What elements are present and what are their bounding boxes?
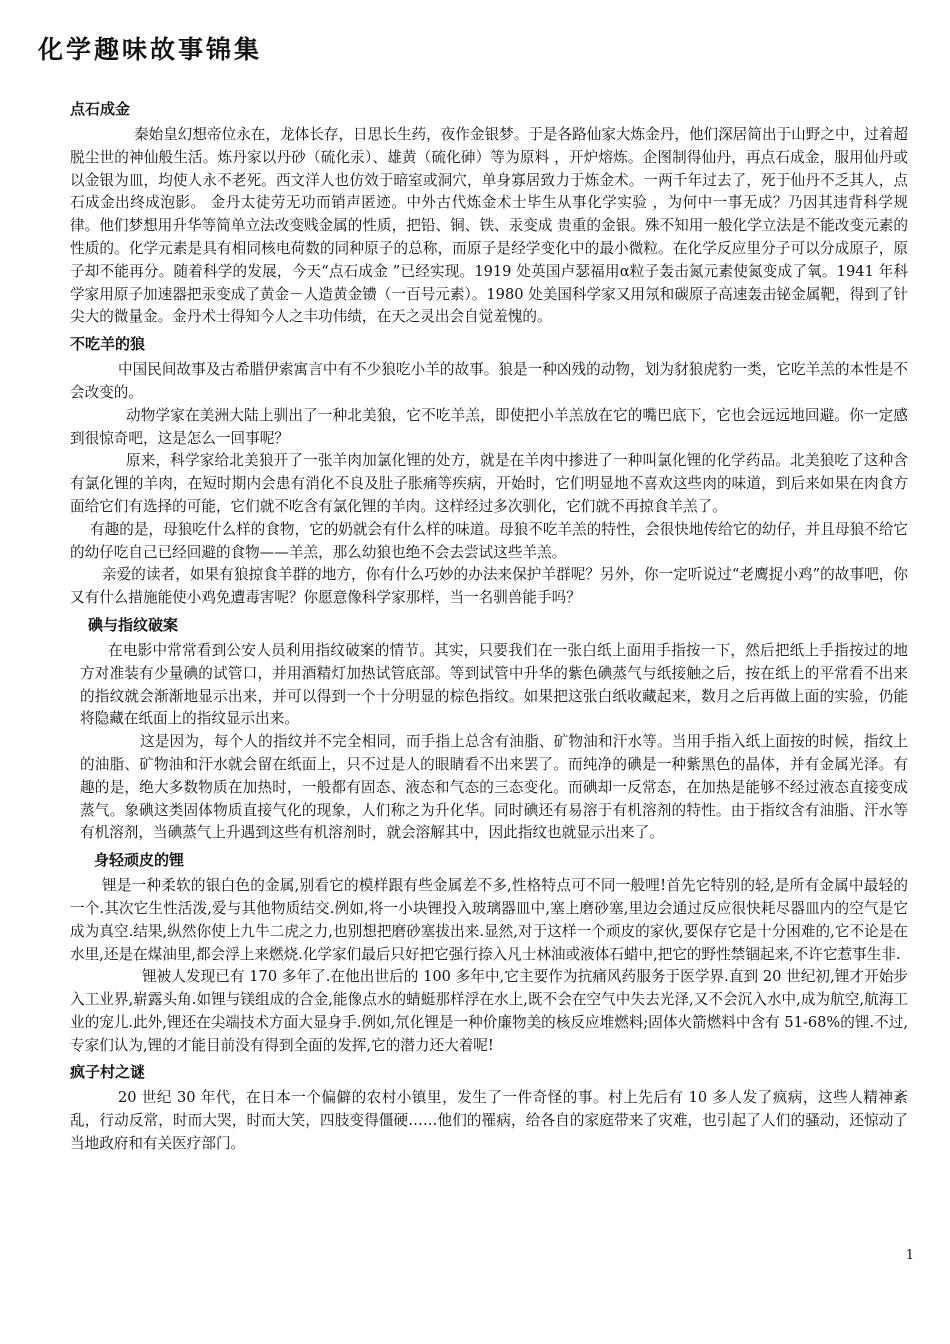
section-title: 点石成金 (70, 100, 131, 118)
paragraph: 亲爱的读者，如果有狼掠食羊群的地方，你有什么巧妙的办法来保护羊群呢？另外，你一定听说过“老鹰捉小鸡”的故事吧，你又有什么措施能使小鸡免遭毒害呢？你愿意像科学家那样，当一名驯兽能手吗？ (70, 566, 908, 607)
paragraph: 20 世纪 30 年代，在日本一个偏僻的农村小镇里，发生了一件奇怪的事。村上先后有 10 多人发了疯病，这些人精神紊乱，行动反常，时而大哭，时而大笑，四肢变得僵硬……他们的罹病，给各自的家庭带来了灾难，也引起了人们的骚动，还惊动了当地政府和有关医疗部门。 (70, 1089, 908, 1153)
section-stone-to-gold (70, 98, 908, 329)
paragraph: 中国民间故事及古希腊伊索寓言中有不少狼吃小羊的故事。狼是一种凶残的动物，划为豺狼虎豹一类，它吃羊羔的本性是不会改变的。 (70, 361, 908, 401)
paragraph: 在电影中常常看到公安人员利用指纹破案的情节。其实，只要我们在一张白纸上面用手指按一下，然后把纸上手指按过的地方对准装有少量碘的试管口，并用酒精灯加热试管底部。等到试管中升华的紫色碘蒸气与纸接触之后，按在纸上的平常看不出来的指纹就会渐渐地显示出来，并可以得到一个十分明显的棕色指纹。如果把这张白纸收藏起来，数月之后再做上面的实验，仍能将隐藏在纸面上的指纹显示出来。 (80, 641, 908, 728)
paragraph: 秦始皇幻想帝位永在，龙体长存，日思长生药，夜作金银梦。于是各路仙家大炼金丹，他们深居简出于山野之中，过着超脱尘世的神仙般生活。炼丹家以丹砂（硫化汞）、雄黄（硫化砷）等为原料 ，开炉熔炼。企图制得仙丹，再点石成金，服用仙丹或以金银为皿，均使人永不老死。西文洋人也仿效于暗室或洞穴，单身寡居致力于炼金术。一两千年过去了，死于仙丹不乏其人，点石成金出终成泡影。 金丹太徒劳无功而销声匿迹。中外古代炼金术士毕生从事化学实验 ，为何中一事无成？乃因其违背科学规律。他们梦想用升华等简单立法改变贱金属的性质，把铅、铜、铁、汞变成 贵重的金银。殊不知用一般化学立法是不能改变元素的性质的。化学元素是具有相同核电荷数的同种原子的总称，而原子是经学变化中的最小微粒。在化学反应里分子可以分成原子，原子却不能再分。随着科学的发展，今天“点石成金 ”已经实现。1919 处英国卢瑟福用α粒子轰击氮元素使氮变成了氧。1941 年科学家用原子加速器把汞变成了黄金－人造黄金镄（一百号元素）。1980 处美国科学家又用氖和碳原子高速轰击铋金属靶，得到了针尖大的微量金。金丹术士得知今人之丰功伟绩，在天之灵出会自觉羞愧的。 (70, 126, 908, 326)
section-iodine-fingerprint (80, 614, 908, 845)
page-number: 1 (905, 1248, 914, 1263)
paragraph: 锂是一种柔软的银白色的金属,别看它的模样跟有些金属差不多,性格特点可不同一般哩!首先它特别的轻,是所有金属中最轻的一个.其次它生性活泼,爱与其他物质结交.例如,将一小块锂投入玻璃器皿中,塞上磨砂塞,里边会通过反应很快耗尽器皿内的空气是它成为真空.结果,纵然你使上九牛二虎之力,也别想把磨砂塞拔出来.显然,对于这样一个顽皮的家伙,要保存它是十分困难的,它不论是在水里,还是在煤油里,都会浮上来燃烧.化学家们最后只好把它强行捺入凡士林油或液体石蜡中,把它的野性禁锢起来,不许它惹事生非. (70, 877, 908, 963)
section-lithium (70, 849, 908, 1057)
document-title: 化学趣味故事锦集 (38, 35, 263, 64)
section-title: 碘与指纹破案 (88, 615, 179, 634)
paragraph: 这是因为，每个人的指纹并不完全相同，而手指上总含有油脂、矿物油和汗水等。当用手指入纸上面按的时候，指纹上的油脂、矿物油和汗水就会留在纸面上，只不过是人的眼睛看不出来罢了。而纯净的碘是一种紫黑色的晶体，并有金属光泽。有趣的是，绝大多数物质在加热时，一般都有固态、液态和气态的三态变化。而碘却一反常态，在加热是能够不经过液态直接变成蒸气。象碘这类固体物质直接气化的现象，人们称之为升化华。同时碘还有易溶于有机溶剂的特性。由于指纹含有油脂、汗水等有机溶剂，当碘蒸气上升遇到这些有机溶剂时，就会溶解其中，因此指纹也就显示出来了。 (80, 733, 908, 842)
section-title: 不吃羊的狼 (70, 335, 146, 354)
section-mad-village (70, 1061, 908, 1155)
paragraph: 有趣的是，母狼吃什么样的食物，它的奶就会有什么样的味道。母狼不吃羊羔的特性，会很快地传给它的幼仔，并且母狼不给它的幼仔吃自己已经回避的食物——羊羔，那么幼狼也绝不会去尝试这些羊羔。 (70, 520, 908, 561)
section-wolf (70, 333, 908, 610)
section-title: 身轻顽皮的锂 (94, 851, 185, 870)
document-body (70, 98, 908, 1156)
paragraph: 动物学家在美洲大陆上驯出了一种北美狼，它不吃羊羔，即使把小羊羔放在它的嘴巴底下，它也会远远地回避。你一定感到很惊奇吧，这是怎么一回事呢？ (70, 406, 908, 447)
section-title: 疯子村之谜 (70, 1063, 146, 1082)
paragraph: 锂被人发现已有 170 多年了.在他出世后的 100 多年中,它主要作为抗痛风药服务于医学界.直到 20 世纪初,锂才开始步入工业界,崭露头角.如锂与镁组成的合金,能像点水的蜻蜓那样浮在水上,既不会在空气中失去光泽,又不会沉入水中,成为航空,航海工业的宠儿.此外,锂还在尖端技术方面大显身手.例如,氘化锂是一种价廉物美的核反应堆燃料;固体火箭燃料中含有 51-68%的锂.不过,专家们认为,锂的才能目前没有得到全面的发挥,它的潜力还大着呢! (70, 968, 908, 1054)
paragraph: 原来，科学家给北美狼开了一张羊肉加氯化锂的处方，就是在羊肉中掺进了一种叫氯化锂的化学药品。北美狼吃了这种含有氯化锂的羊肉，在短时期内会患有消化不良及肚子胀痛等疾病，开始时，它们明显地不喜欢这些肉的味道，到后来如果在肉食方面给它们有选择的可能，它们就不吃含有氯化锂的羊肉。这样经过多次驯化，它们就不再掠食羊羔了。 (70, 452, 908, 515)
